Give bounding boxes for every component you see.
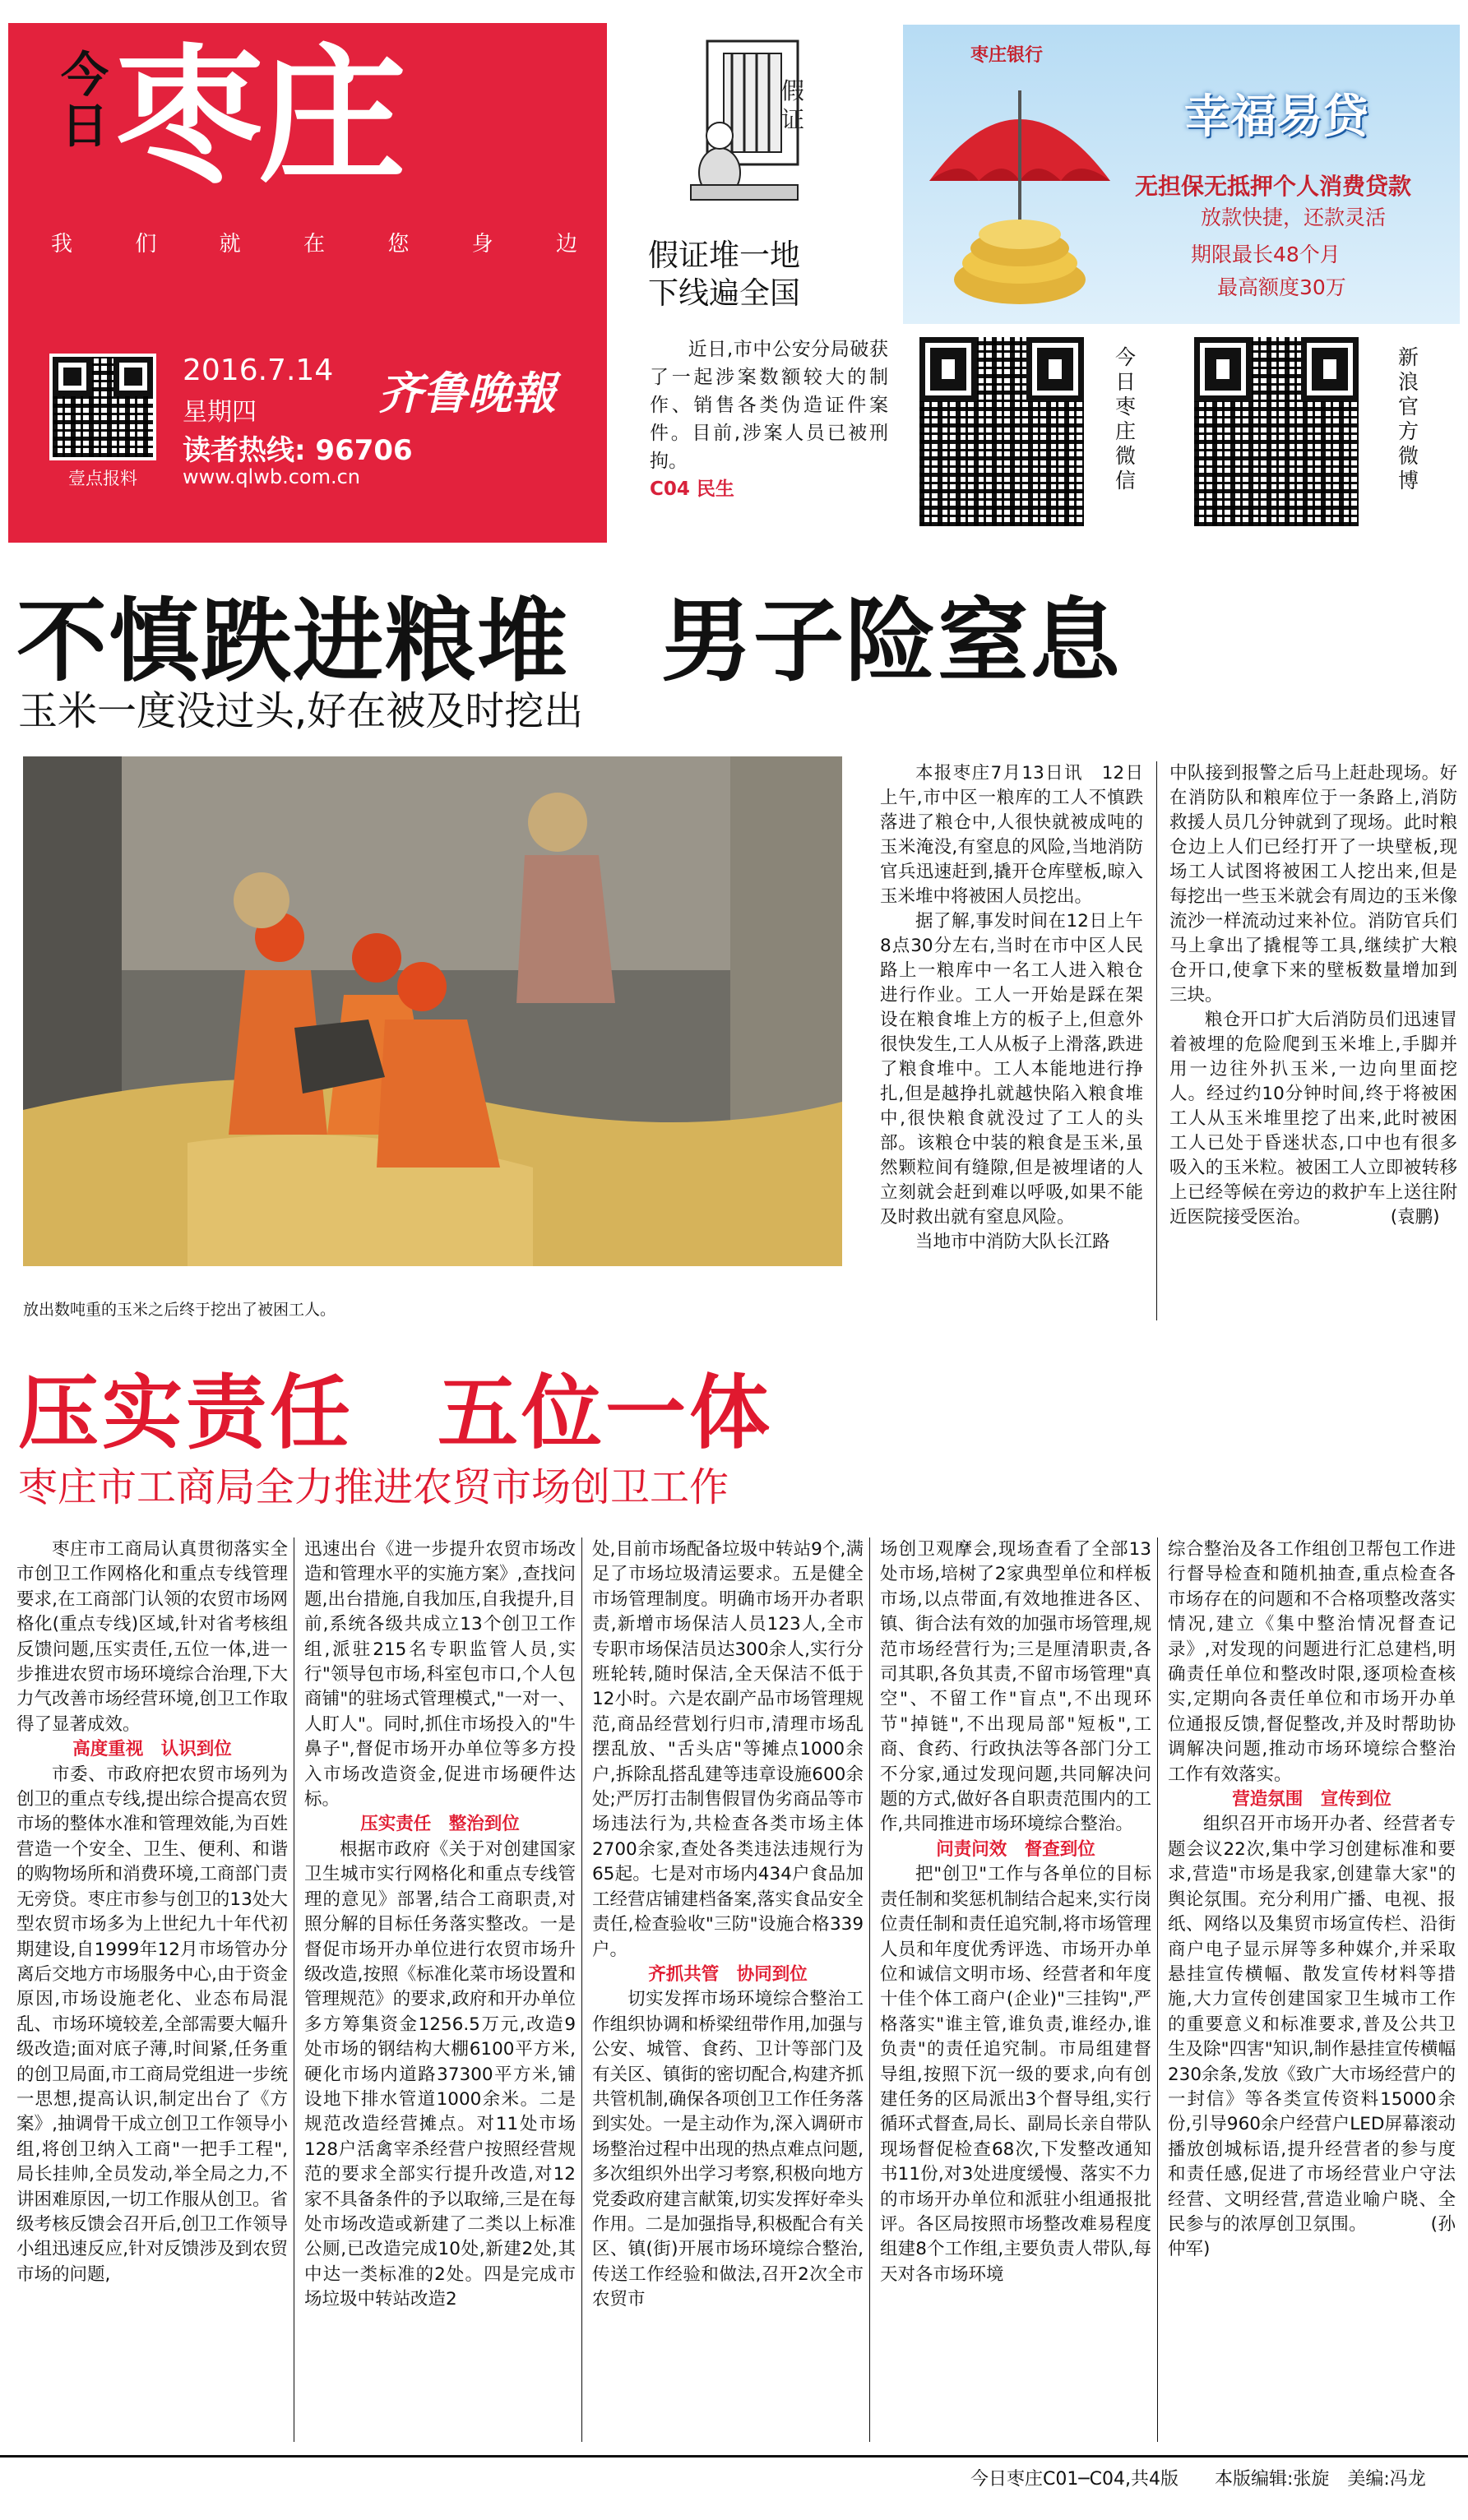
issue-weekday: 星期四 — [183, 398, 257, 427]
paragraph: 当地市中消防大队长江路 — [915, 1232, 1110, 1252]
ad-title: 幸福易贷 — [1184, 90, 1368, 144]
paragraph: 根据市政府《关于对创建国家卫生城市实行网格化和重点专线管理的意见》部署,结合工商职责,对照分解的目标任务落实整改。一是督促市场开办单位进行农贸市场升级改造,按照《标准化菜市场设置和管理规范》的要求,政府和开办单位多方筹集资金1256.5万元,改造9处市场的钢结构大棚6100平方米,硬化市场内道路37300平方米,铺设地下排水管道1000余米。二是规范改造经营摊点。对11处市场128户活禽宰杀经营户按照经营规范的要求全部实行提升改造,对12家不具备条件的予以取缔,三是在每处市场改造或新建了二类以上标准公厕,已改造完成10处,新建2处,其中达一类标准的2处。四是完成市场垃圾中转站改造2 — [304, 1838, 576, 2310]
ad-line-3: 期限最长48个月 — [1191, 243, 1341, 266]
section-subhead: 齐抓共管 协同到位 — [648, 1963, 808, 1985]
ad-line-2: 放款快捷，还款灵活 — [1201, 206, 1387, 229]
wechat-qr-label: 今日枣庄微信 — [1115, 345, 1137, 492]
issue-date: 2016.7.14 — [183, 354, 334, 387]
svg-text:证: 证 — [781, 106, 805, 133]
paragraph: 组织召开市场开办者、经营者专题会议22次,集中学习创建标准和要求,营造"市场是我家,创建靠大家"的舆论氛围。充分利用广播、电视、报纸、网络以及集贸市场宣传栏、沿街商户电子显示屏等多种媒介,并采取悬挂宣传横幅、散发宣传材料等措施,大力宣传创建国家卫生城市工作的重要意义和标准要求,普及公共卫生及除"四害"知识,制作悬挂宣传横幅230余条,发放《致广大市场经营户的一封信》等各类宣传资料15000余份,引导960余户经营户LED屏幕滚动播放创城标语,提升经营者的参与度和责任感,促进了市场经营业户守法经营、文明经营,营造业喻户晓、全民参与的浓厚创卫氛围。 (孙仲军) — [1168, 1814, 1456, 2260]
story1-headline[interactable]: 不慎跌进粮堆 男子险窒息 — [16, 589, 1122, 694]
masthead-jin: 今日 — [60, 47, 109, 154]
section-subhead: 问责问效 督查到位 — [936, 1838, 1095, 1860]
story2-column-3 — [592, 1537, 864, 2450]
paragraph: 把"创卫"工作与各单位的目标责任制和奖惩机制结合起来,实行岗位责任制和责任追究制,将市场管理人员和年度优秀评选、市场开办单位和诚信文明市场、经营者和年度十佳个体工商户(企业)"三挂钩",严格落实"谁主管,谁负责,谁经办,谁负责"的责任追究制。市局组建督导组,按照下沉一级的要求,向有创建任务的区局派出3个督导组,实行循环式督查,局长、副局长亲自带队现场督促检查68次,下发整改通知书11份,对3处进度缓慢、落实不力的市场开办单位和派驻小组通报批评。各区局按照市场整改难易程度组建8个工作组,主要负责人带队,每天对各市场环境 — [880, 1864, 1151, 2285]
section-subhead: 压实责任 整治到位 — [360, 1814, 520, 1835]
website-link[interactable]: www.qlwb.com.cn — [183, 465, 360, 488]
teaser-title[interactable]: 假证堆一地 下线遍全国 — [648, 238, 800, 311]
story1-column-1 — [880, 761, 1143, 1337]
bank-name: 枣庄银行 — [970, 45, 1044, 66]
paper-logo: 齐鲁晚報 — [378, 367, 556, 419]
report-qr-code[interactable] — [49, 354, 156, 460]
section-subhead: 高度重视 认识到位 — [72, 1739, 232, 1760]
story2-column-5 — [1168, 1537, 1456, 2450]
story2-column-1 — [16, 1537, 288, 2450]
ad-line-4: 最高额度30万 — [1217, 275, 1346, 299]
story2-column-2 — [304, 1537, 576, 2450]
paragraph: 场创卫观摩会,现场查看了全部13处市场,培树了2家典型单位和样板市场,以点带面,有效地推进各区、镇、街合法有效的加强市场管理,规范市场经营行为;三是厘清职责,各司其职,各负其责,不留市场管理"真空"、不留工作"盲点",不出现环节"掉链",不出现局部"短板",工商、食药、行政执法等各部门分工不分家,通过发现问题,共同解决问题的方式,做好各自职责范围内的工作,共同推进市场环境综合整治。 — [880, 1539, 1151, 1835]
story2-column-4 — [880, 1537, 1151, 2450]
paragraph: 市委、市政府把农贸市场列为创卫的重点专线,提出综合提高农贸市场的整体水准和管理效能,为百姓营造一个安全、卫生、便利、和谐的购物场所和消费环境,工商部门责无旁贷。枣庄市参与创卫的13处大型农贸市场多为上世纪九十年代初期建设,自1999年12月市场管办分离后交地方市场服务中心,由于资金原因,市场设施老化、业态布局混乱、市场环境较差,全部需要大幅升级改造;面对底子薄,时间紧,任务重的创卫局面,市工商局党组进一步统一思想,提高认识,制定出台了《方案》,抽调骨干成立创卫工作领导小组,将创卫纳入工商"一把手工程",局长挂帅,全员发动,举全局之力,不讲困难原因,一切工作服从创卫。省级考核反馈会召开后,创卫工作领导小组迅速反应,针对反馈涉及到农贸市场的问题, — [16, 1764, 288, 2285]
teaser-body: 近日,市中公安分局破获了一起涉案数额较大的制作、销售各类伪造证件案件。目前,涉案人员已被刑拘。 — [650, 339, 888, 472]
story2-subhead: 枣庄市工商局全力推进农贸市场创卫工作 — [18, 1464, 729, 1510]
masthead-slogan: 我 们 就 在 您 身 边 — [51, 232, 577, 257]
section-subhead: 营造氛围 宣传到位 — [1232, 1789, 1392, 1810]
paragraph: 枣庄市工商局认真贯彻落实全市创卫工作网格化和重点专线管理要求,在工商部门认领的农贸市场网格化(重点专线)区域,针对省考核组反馈问题,压实责任,五位一体,进一步推进农贸市场环境综合治理,下大力气改善市场经营环境,创卫工作取得了显著成效。 — [16, 1539, 288, 1735]
teaser-page-tag[interactable]: C04 民生 — [650, 479, 734, 500]
masthead-title: 枣庄 — [115, 30, 402, 203]
wechat-qr-code[interactable] — [919, 337, 1084, 526]
column-divider — [869, 1537, 870, 2442]
column-divider — [1157, 1537, 1158, 2442]
report-qr-label: 壹点报料 — [68, 469, 137, 488]
story1-subhead: 玉米一度没过头,好在被及时挖出 — [18, 688, 584, 734]
paragraph: 粮仓开口扩大后消防员们迅速冒着被埋的危险爬到玉米堆上,手脚并用一边往外扒玉米,一边向里面挖人。经过约10分钟时间,终于将被困工人从玉米堆里挖了出来,此时被困工人已处于昏迷状态,口中也有很多吸入的玉米粒。被困工人立即被转移上已经等候在旁边的救护车上送往附近医院接受医治。 (袁鹏) — [1169, 1010, 1457, 1228]
rescue-photo — [23, 756, 842, 1266]
weibo-qr-code[interactable] — [1194, 337, 1359, 526]
fake-certificate-illustration — [674, 33, 814, 206]
column-divider — [581, 1537, 582, 2442]
reader-hotline: 读者热线: 96706 — [183, 434, 413, 467]
footer-credits: 今日枣庄C01─C04,共4版 本版编辑:张旋 美编:冯龙 — [970, 2469, 1426, 2490]
paragraph: 切实发挥市场环境综合整治工作组织协调和桥梁纽带作用,加强与公安、城管、食药、卫计等部门及有关区、镇街的密切配合,构建齐抓共管机制,确保各项创卫工作任务落到实处。一是主动作为,深入调研市场整治过程中出现的热点难点问题,多次组织外出学习考察,积极向地方党委政府建言献策,切实发挥好牵头作用。二是加强指导,积极配合有关区、镇(街)开展市场环境综合整治,传送工作经验和做法,召开2次全市农贸市 — [592, 1989, 864, 2310]
column-divider — [1156, 761, 1157, 1320]
paragraph: 处,目前市场配备垃圾中转站9个,满足了市场垃圾清运要求。五是健全市场管理制度。明确市场开办者职责,新增市场保洁人员123人,全市专职市场保洁员达300余人,实行分班轮转,随时保洁,全天保洁不低于12小时。六是农副产品市场管理规范,商品经营划行归市,清理市场乱摆乱放、"舌头店"等摊点1000余户,拆除乱搭乱建等违章设施600余处;严厉打击制售假冒伪劣商品等市场违法行为,共检查各类市场主体2700余家,查处各类违法违规行为65起。七是对市场内434户食品加工经营店铺建档备案,落实食品安全责任,检查验收"三防"设施合格339户。 — [592, 1539, 864, 1960]
ad-line-1: 无担保无抵押个人消费贷款 — [1135, 173, 1412, 200]
paragraph: 迅速出台《进一步提升农贸市场改造和管理水平的实施方案》,查找问题,出台措施,自我加压,自我提升,目前,系统各级共成立13个创卫工作组,派驻215名专职监管人员,实行"领导包市场,科室包市口,个人包商铺"的驻场式管理模式,"一对一、人盯人"。同时,抓住市场投入的"牛鼻子",督促市场开办单位等多方投入市场改造资金,促进市场硬件达标。 — [304, 1539, 576, 1810]
footer-rule — [0, 2455, 1468, 2458]
paragraph: 据了解,事发时间在12日上午8点30分左右,当时在市中区人民路上一粮库中一名工人进入粮仓进行作业。工人一开始是踩在架设在粮食堆上方的板子上,但意外很快发生,工人从板子上滑落,跌进了粮食堆中。工人本能地进行挣扎,但是越挣扎就越快陷入粮食堆中,很快粮食就没过了工人的头部。该粮仓中装的粮食是玉米,虽然颗粒间有缝隙,但是被埋诸的人立刻就会赶到难以呼吸,如果不能及时救出就有窒息风险。 — [880, 911, 1143, 1228]
weibo-qr-label: 新浪官方微博 — [1398, 345, 1419, 492]
svg-text:假: 假 — [781, 77, 805, 104]
photo-caption: 放出数吨重的玉米之后终于挖出了被困工人。 — [23, 1301, 336, 1319]
paragraph: 综合整治及各工作组创卫帮包工作进行督导检查和随机抽查,重点检查各市场存在的问题和不合格项整改落实情况,建立《集中整治情况督查记录》,对发现的问题进行汇总建档,明确责任单位和整改时限,逐项检查核实,定期向各责任单位和市场开办单位通报反馈,督促整改,并及时帮助协调解决问题,推动市场环境综合整治工作有效落实。 — [1168, 1539, 1456, 1785]
gold-umbrella-illustration — [913, 58, 1127, 321]
paragraph: 本报枣庄7月13日讯 12日上午,市中区一粮库的工人不慎跌落进了粮仓中,人很快就被成吨的玉米淹没,有窒息的风险,当地消防官兵迅速赶到,撬开仓库壁板,晾入玉米堆中将被困人员挖出。 — [880, 763, 1143, 907]
story2-headline[interactable]: 压实责任 五位一体 — [18, 1366, 774, 1460]
paragraph: 中队接到报警之后马上赶赴现场。好在消防队和粮库位于一条路上,消防救援人员几分钟就到了现场。此时粮仓边上人们已经打开了一块壁板,现场工人试图将被困工人挖出来,但是每挖出一些玉米就会有周边的玉米像流沙一样流动过来补位。消防官兵们马上拿出了撬棍等工具,继续扩大粮仓开口,使拿下来的壁板数量增加到三块。 — [1169, 763, 1457, 1006]
story1-column-2 — [1169, 761, 1457, 1337]
